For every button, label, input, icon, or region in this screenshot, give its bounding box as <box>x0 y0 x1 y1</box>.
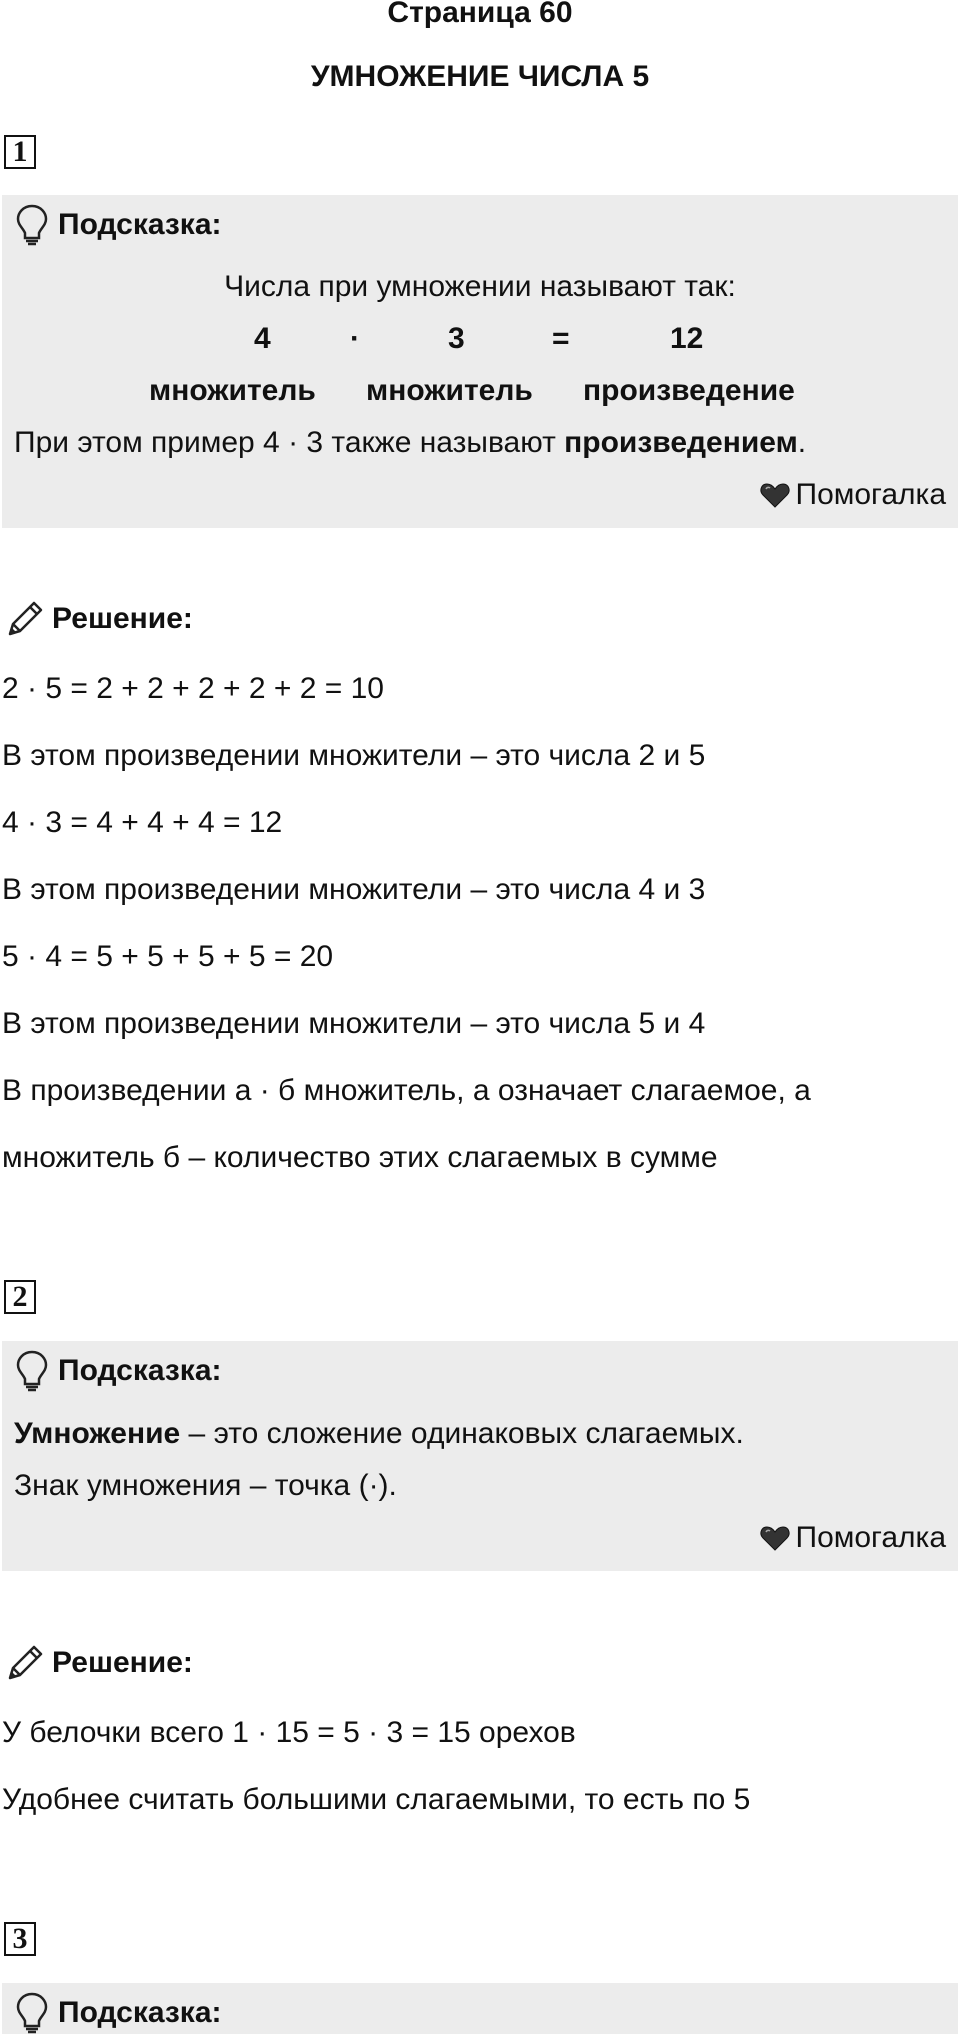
pencil-icon <box>4 598 46 640</box>
solution-line-8: множитель б – количество этих слагаемых в сумме <box>2 1141 718 1174</box>
page-topic-title: УМНОЖЕНИЕ ЧИСЛА 5 <box>310 60 650 93</box>
lightbulb-icon <box>14 203 50 247</box>
hint-header <box>14 1991 222 2035</box>
task-number-2: 2 <box>4 1280 36 1314</box>
page-number-title: Страница 60 <box>387 0 573 29</box>
hint-term: Умножение <box>14 1417 181 1450</box>
solution-line-7: В произведении а · б множитель, а означает слагаемое, а <box>2 1074 811 1107</box>
hint-header <box>14 203 222 247</box>
product-value: 12 <box>670 322 704 355</box>
pencil-icon <box>4 1642 46 1684</box>
solution-line-6: В этом произведении множители – это числа 5 и 4 <box>2 1007 706 1040</box>
name-factor-b: множитель <box>366 374 533 407</box>
lightbulb-icon <box>14 1349 50 1393</box>
helper-label: Помогалка <box>795 478 946 511</box>
solution-header-task-1 <box>4 598 193 640</box>
solution-line-2: В этом произведении множители – это числа 2 и 5 <box>2 739 706 772</box>
factor-a: 4 <box>254 322 271 355</box>
solution-label: Решение: <box>52 602 193 635</box>
name-product: произведение <box>583 374 795 407</box>
helper-link[interactable] <box>760 478 947 512</box>
task-number-3: 3 <box>4 1922 36 1956</box>
name-factor-a: множитель <box>149 374 316 407</box>
solution-line-1: У белочки всего 1 · 15 = 5 · 3 = 15 орехов <box>2 1716 576 1749</box>
helper-label: Помогалка <box>795 1521 946 1554</box>
hint-label: Подсказка: <box>58 1996 222 2029</box>
solution-line-1: 2 · 5 = 2 + 2 + 2 + 2 + 2 = 10 <box>2 672 384 705</box>
hint-label: Подсказка: <box>58 208 222 241</box>
solution-line-5: 5 · 4 = 5 + 5 + 5 + 5 = 20 <box>2 940 334 973</box>
factor-b: 3 <box>448 322 465 355</box>
hint-note-bold: произведением <box>564 426 798 459</box>
hint-definition-text: – это сложение одинаковых слагаемых. <box>180 1417 744 1450</box>
hint-header <box>14 1349 222 1393</box>
heart-icon <box>760 482 790 508</box>
multiply-sign: · <box>350 322 360 355</box>
solution-line-2: Удобнее считать большими слагаемыми, то есть по 5 <box>2 1783 751 1816</box>
hint-sign-note: Знак умножения – точка (·). <box>14 1469 397 1502</box>
helper-link[interactable] <box>760 1521 947 1555</box>
hint-note <box>14 426 806 460</box>
task-number-1: 1 <box>4 135 36 169</box>
solution-label: Решение: <box>52 1646 193 1679</box>
hint-intro: Числа при умножении называют так: <box>224 270 736 303</box>
hint-definition <box>14 1417 744 1451</box>
equals-sign: = <box>552 322 570 355</box>
heart-icon <box>760 1525 790 1551</box>
hint-label: Подсказка: <box>58 1354 222 1387</box>
hint-note-text: При этом пример 4 · 3 также называют <box>14 426 565 459</box>
hint-box-task-1 <box>2 195 958 528</box>
hint-box-task-3 <box>2 1983 958 2034</box>
names-row <box>2 374 958 410</box>
lightbulb-icon <box>14 1991 50 2035</box>
solution-header-task-2 <box>4 1642 193 1684</box>
solution-line-4: В этом произведении множители – это числа 4 и 3 <box>2 873 706 906</box>
hint-box-task-2 <box>2 1341 958 1571</box>
equation-row <box>2 322 958 358</box>
solution-line-3: 4 · 3 = 4 + 4 + 4 = 12 <box>2 806 283 839</box>
hint-note-end: . <box>797 426 807 459</box>
